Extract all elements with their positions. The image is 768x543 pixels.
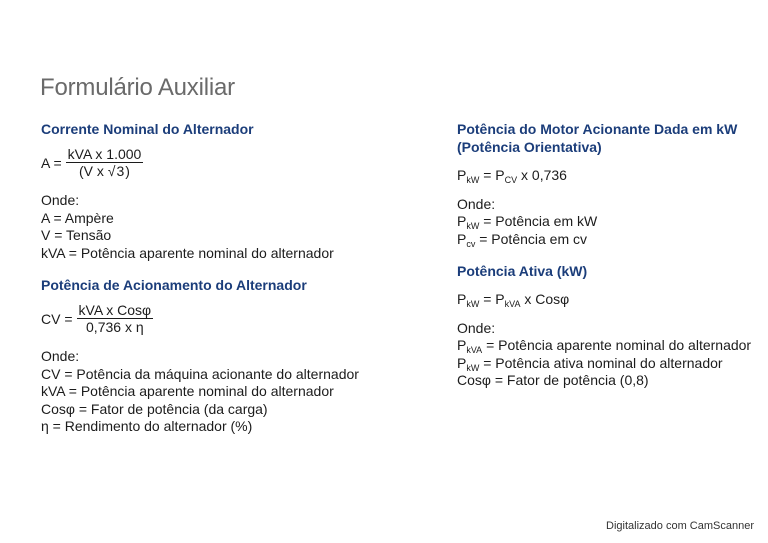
fraction-denominator: 0,736 x η	[86, 319, 144, 335]
heading-potencia-ativa: Potência Ativa (kW)	[457, 263, 588, 279]
symbol-p: P	[457, 167, 467, 183]
symbol-p: P	[457, 337, 467, 353]
definition-line: kVA = Potência aparente nominal do alternador	[41, 244, 334, 261]
subscript: cv	[466, 238, 476, 249]
subscript: kW	[466, 175, 480, 185]
subscript: CV	[504, 175, 518, 185]
definition-line: Cosφ = Fator de potência (da carga)	[41, 400, 268, 417]
heading-potencia-motor	[457, 120, 762, 156]
fraction	[66, 146, 144, 180]
definition-line: kVA = Potência aparente nominal do alternador	[41, 383, 334, 399]
definition-line: V = Tensão	[41, 227, 112, 243]
fraction	[77, 302, 154, 336]
den-suffix: )	[125, 163, 130, 179]
subscript: kVA	[504, 299, 521, 309]
definition-line	[457, 337, 762, 355]
symbol-p: P	[457, 213, 467, 229]
equals-p: = P	[479, 291, 505, 307]
heading-potencia-acionamento: Potência de Acionamento do Alternador	[41, 277, 307, 293]
definition-line: CV = Potência da máquina acionante do alternador	[41, 365, 359, 382]
definition-line	[457, 231, 762, 249]
subscript: kW	[466, 221, 480, 231]
sqrt-symbol: √	[107, 163, 116, 179]
formula-motor	[457, 167, 762, 185]
formula-acionamento	[41, 302, 421, 336]
subscript: kW	[466, 362, 480, 373]
heading-corrente-nominal: Corrente Nominal do Alternador	[41, 121, 254, 137]
camscanner-footer: Digitalizado com CamScanner	[606, 520, 754, 532]
subscript: kVA	[466, 345, 483, 355]
onde-label: Onde:	[457, 195, 496, 212]
formula-lhs: CV =	[41, 311, 73, 327]
onde-label: Onde:	[41, 192, 80, 208]
formula-corrente	[41, 146, 421, 180]
definition-line: Cosφ = Fator de potência (0,8)	[457, 372, 649, 388]
right-column	[457, 120, 762, 390]
definition-line: A = Ampère	[41, 209, 114, 226]
definition-line: η = Rendimento do alternador (%)	[41, 418, 253, 434]
equals-p: = P	[479, 167, 505, 183]
formula-lhs: A =	[41, 155, 62, 171]
definition-text: = Potência aparente nominal do alternador	[482, 337, 752, 353]
fraction-denominator	[77, 163, 132, 180]
symbol-p: P	[457, 291, 467, 307]
sqrt-icon	[108, 163, 125, 180]
formula-ativa	[457, 291, 762, 309]
definition-text: = Potência em kW	[479, 213, 598, 229]
den-prefix: (V x	[79, 163, 108, 179]
sqrt-radicand: 3	[116, 163, 125, 179]
heading-line-1: Potência do Motor Acionante Dada em kW	[457, 121, 738, 137]
symbol-p: P	[457, 230, 467, 247]
fraction-numerator: kVA x Cosφ	[78, 302, 152, 318]
heading-line-2: (Potência Orientativa)	[457, 139, 602, 155]
fraction-numerator: kVA x 1.000	[67, 146, 142, 162]
left-column	[41, 120, 421, 436]
formula-tail: x 0,736	[517, 167, 567, 183]
formula-tail: x Cosφ	[520, 291, 570, 307]
definition-text: = Potência ativa nominal do alternador	[479, 354, 723, 371]
subscript: kW	[466, 299, 480, 309]
definition-line	[457, 355, 762, 373]
page-title: Formulário Auxiliar	[40, 74, 235, 102]
definition-line	[457, 213, 762, 231]
definition-text: = Potência em cv	[475, 230, 588, 247]
onde-label: Onde:	[457, 319, 496, 336]
onde-label: Onde:	[41, 348, 80, 364]
symbol-p: P	[457, 354, 467, 371]
